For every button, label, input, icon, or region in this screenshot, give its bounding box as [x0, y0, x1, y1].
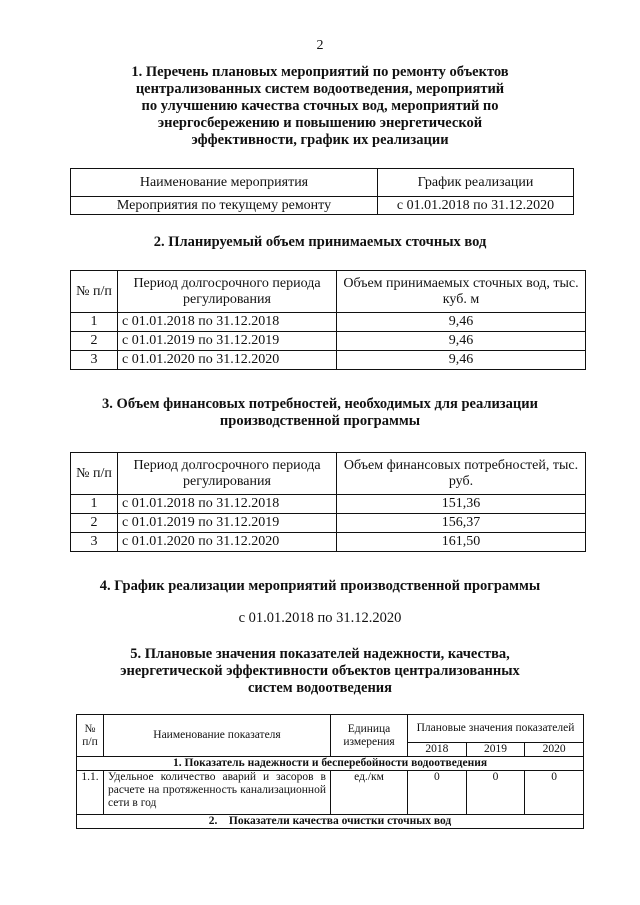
header-year: 2019	[466, 743, 525, 757]
row-num: 2	[71, 332, 118, 351]
table-row	[71, 351, 586, 370]
section5-title-line: систем водоотведения	[247, 680, 393, 696]
table-row	[71, 197, 574, 215]
row-value-2018: 0	[408, 771, 467, 815]
section1-title-line: по улучшению качества сточных вод, мероприятий по	[141, 98, 499, 114]
wastewater-volume-table	[70, 270, 586, 370]
page-number: 2	[316, 38, 324, 53]
section5-title	[0, 646, 640, 697]
row-period: с 01.01.2020 по 31.12.2020	[118, 533, 337, 552]
section1-title	[0, 64, 640, 149]
section4-title: 4. График реализации мероприятий производственной программы	[99, 578, 541, 594]
row-unit: ед./км	[331, 771, 408, 815]
row-num: 1	[71, 313, 118, 332]
header-planned-values: Плановые значения показателей	[408, 715, 584, 743]
section1-title-line: централизованных систем водоотведения, мероприятий	[135, 81, 505, 97]
header-year: 2018	[408, 743, 467, 757]
table-group-row	[77, 815, 584, 829]
row-period: с 01.01.2018 по 31.12.2018	[118, 313, 337, 332]
row-period: с 01.01.2018 по 31.12.2018	[118, 495, 337, 514]
row-num: 1.1.	[77, 771, 104, 815]
row-period: с 01.01.2019 по 31.12.2019	[118, 514, 337, 533]
group-treatment-quality: 2. Показатели качества очистки сточных вод	[77, 815, 584, 829]
group-reliability: 1. Показатель надежности и бесперебойности водоотведения	[77, 757, 584, 771]
financial-needs-table	[70, 452, 586, 552]
table-row	[71, 313, 586, 332]
row-indicator-name: Удельное количество аварий и засоров в расчете на протяженность канализационной сети в год	[104, 771, 331, 815]
table-row	[71, 514, 586, 533]
header-financial: Объем финансовых потребностей, тыс. руб.	[337, 453, 586, 495]
row-amount: 156,37	[337, 514, 586, 533]
header-unit: Единица измерения	[331, 715, 408, 757]
table-row	[71, 332, 586, 351]
row-volume: 9,46	[337, 313, 586, 332]
row-num: 3	[71, 533, 118, 552]
section1-title-line: энергосбережению и повышению энергетической	[157, 115, 483, 131]
header-period: Период долгосрочного периода регулирования	[118, 453, 337, 495]
table-group-row	[77, 757, 584, 771]
row-num: 3	[71, 351, 118, 370]
table-header-row	[71, 169, 574, 197]
row-num: 1	[71, 495, 118, 514]
row-volume: 9,46	[337, 351, 586, 370]
row-period: с 01.01.2020 по 31.12.2020	[118, 351, 337, 370]
section3-title-line: 3. Объем финансовых потребностей, необходимых для реализации	[102, 396, 538, 412]
section3-title	[0, 396, 640, 430]
header-schedule: График реализации	[378, 169, 574, 197]
table-header-row	[71, 271, 586, 313]
row-value-2020: 0	[525, 771, 584, 815]
row-value-2019: 0	[466, 771, 525, 815]
row-volume: 9,46	[337, 332, 586, 351]
section4-period: с 01.01.2018 по 31.12.2020	[238, 610, 402, 626]
section5-title-line: энергетической эффективности объектов централизованных	[120, 663, 520, 679]
table-row	[77, 771, 584, 815]
table-header-row	[77, 715, 584, 743]
table-header-row	[71, 453, 586, 495]
section3-title-line: производственной программы	[219, 413, 421, 429]
row-num: 2	[71, 514, 118, 533]
section1-title-line: эффективности, график их реализации	[191, 132, 449, 148]
header-num: № п/п	[71, 453, 118, 495]
table-row	[71, 495, 586, 514]
activity-schedule-cell: с 01.01.2018 по 31.12.2020	[378, 197, 574, 215]
row-amount: 151,36	[337, 495, 586, 514]
activity-name-cell: Мероприятия по текущему ремонту	[71, 197, 378, 215]
header-year: 2020	[525, 743, 584, 757]
header-volume: Объем принимаемых сточных вод, тыс. куб. м	[337, 271, 586, 313]
header-activity-name: Наименование мероприятия	[71, 169, 378, 197]
section1-title-line: 1. Перечень плановых мероприятий по ремонту объектов	[131, 64, 509, 80]
header-indicator-name: Наименование показателя	[104, 715, 331, 757]
table-row	[71, 533, 586, 552]
row-amount: 161,50	[337, 533, 586, 552]
header-num: № п/п	[77, 715, 104, 757]
section2-title: 2. Планируемый объем принимаемых сточных вод	[153, 234, 487, 250]
activities-table	[70, 168, 574, 215]
section5-title-line: 5. Плановые значения показателей надежности, качества,	[130, 646, 510, 662]
indicators-table	[76, 714, 584, 829]
header-num: № п/п	[71, 271, 118, 313]
header-period: Период долгосрочного периода регулирования	[118, 271, 337, 313]
row-period: с 01.01.2019 по 31.12.2019	[118, 332, 337, 351]
